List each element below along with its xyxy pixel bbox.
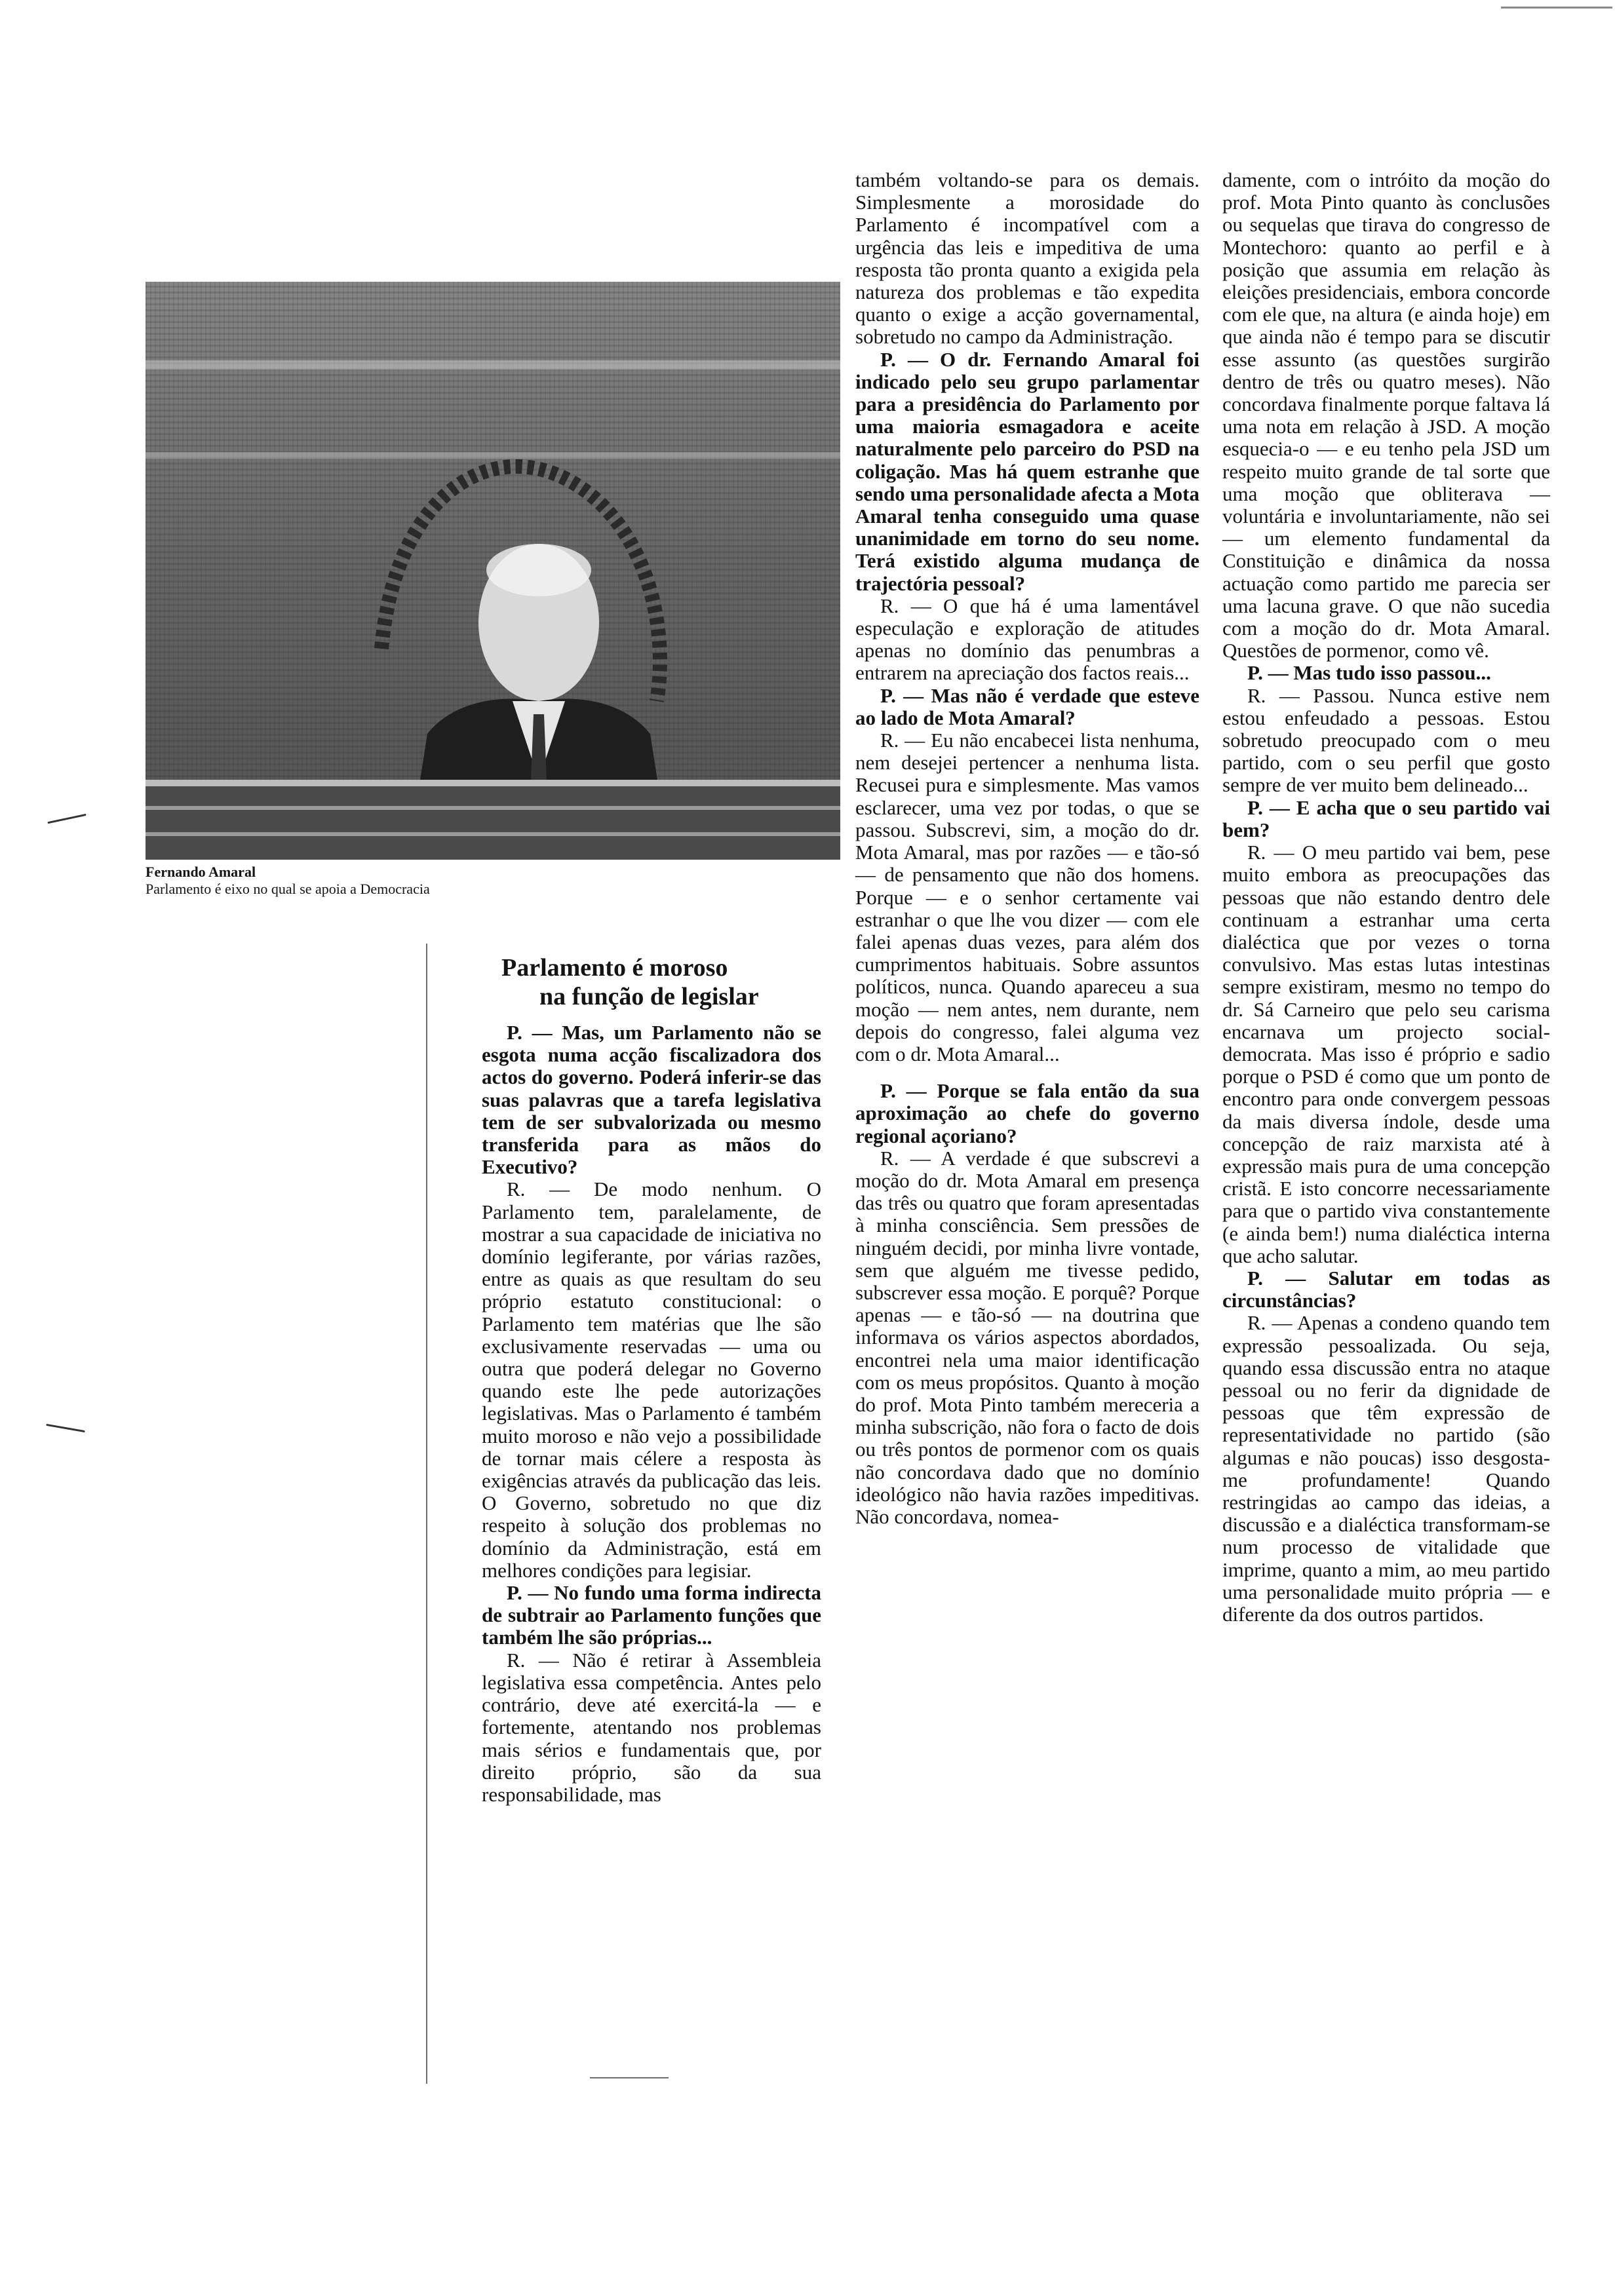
answer-paragraph: R. — Eu não encabecei lista nenhuma, nem desejei pertencer a nenhuma lista. Recusei pura e simplesmente. Mas vamos esclarecer, uma vez por todas, o que se passou. Subscrevi, sim, a moção do dr. Mota Amaral, mas por razões — e tão-só — de pensamento que não dos homens. Porque — e o senhor certamente vai estranhar o que lhe vou dizer — com ele falei apenas duas vezes, para além dos cumprimentos habituais. Sobre assuntos políticos, nunca. Quando apareceu a sua moção — nem antes, nem durante, nem depois do congresso, falei alguma vez com o dr. Mota Amaral...	[855, 729, 1199, 1065]
continued-paragraph: damente, com o intróito da moção do prof. Mota Pinto quanto às conclusões ou sequelas que tirava do congresso de Montechoro: quanto ao perfil e à posição que assumia em relação às eleições presidenciais, embora concorde com ele que, na altura (e ainda hoje) em que ainda não é tempo para se discutir esse assunto (as questões surgirão dentro de três ou quatro meses). Não concordava finalmente porque faltava lá uma nota em relação à JSD. A moção esquecia-o — e eu tenho pela JSD um respeito muito grande de tal sorte que uma moção que obliterava — voluntária e involuntariamente, não sei — um elemento fundamental da Constituição e dinâmica da nossa actuação como partido me parecia ser uma lacuna grave. O que não sucedia com a moção do dr. Mota Amaral. Questões de pormenor, como vê.	[1222, 168, 1550, 662]
photograph	[146, 282, 840, 860]
question-paragraph: P. — Mas tudo isso passou...	[1247, 661, 1491, 685]
article-column-1	[482, 953, 821, 1806]
margin-mark	[47, 814, 86, 824]
answer-paragraph: R. — De modo nenhum. O Parlamento tem, paralelamente, de mostrar a sua capacidade de iniciativa no domínio legiferante, por várias razões, entre as quais as que resultam do seu próprio estatuto constitucional: o Parlamento tem matérias que lhe são exclusivamente reservadas — uma ou outra que poderá delegar no Governo quando este lhe pede autorizações legislativas. Mas o Parlamento é também muito moroso e não vejo a possibilidade de tornar mais célere a resposta às exigências através da publicação das leis. O Governo, sobretudo no que diz respeito à solução dos problemas no domínio da Administração, está em melhores condições para legisiar.	[482, 1177, 821, 1582]
question-paragraph: P. — Mas, um Parlamento não se esgota numa acção fiscalizadora dos actos do governo. Poderá inferir-se das suas palavras que a tarefa legislativa tem de ser subvalorizada ou mesmo transferida para as mãos do Executivo?	[482, 1021, 821, 1179]
continued-paragraph: também voltando-se para os demais. Simplesmente a morosidade do Parlamento é incompatível com a urgência das leis e impeditiva de uma resposta tão pronta quanto a exigida pela natureza dos problemas e tão expedita quanto o exige a acção governamental, sobretudo no campo da Administração.	[855, 168, 1199, 349]
clipping-edge	[426, 944, 427, 2084]
scan-edge-line	[1501, 7, 1612, 9]
margin-mark	[46, 1424, 85, 1432]
answer-paragraph: R. — Não é retirar à Assembleia legislativa essa competência. Antes pelo contrário, deve até exercitá-la — e fortemente, atentando nos problemas mais sérios e fundamentais que, por direito próprio, são da sua responsabilidade, mas	[482, 1648, 821, 1806]
photo-illustration	[146, 282, 840, 860]
answer-paragraph: R. — Passou. Nunca estive nem estou enfeudado a pessoas. Estou sobretudo preocupado com o meu partido, com o seu perfil que gosto sempre de ver muito bem delineado...	[1222, 683, 1550, 797]
answer-paragraph: R. — O meu partido vai bem, pese muito embora as preocupações das pessoas que não estando dentro dele continuam a estranhar uma certa dialéctica que por vezes o torna convulsivo. Mas estas lutas intestinas sempre existiram, mesmo no tempo do dr. Sá Carneiro que pelo seu carisma encarnava um projecto social-democrata. Mas isso é próprio e sadio porque o PSD é como que um ponto de encontro para onde convergem pessoas da mais diversa índole, desde uma concepção de raiz marxista até à expressão mais pura de uma concepção cristã. E isto concorre necessariamente para que o partido viva constantemente (e ainda bem!) numa dialéctica interna que acho salutar.	[1222, 841, 1550, 1267]
answer-paragraph: R. — Apenas a condeno quando tem expressão pessoalizada. Ou seja, quando essa discussão entra no ataque pessoal ou no ferir da dignidade de pessoas que têm expressão de representatividade no partido (são algumas e não poucas) isso desgosta-me profundamente! Quando restringidas ao campo das ideias, a discussão e a dialéctica transformam-se num processo de vitalidade que imprime, quanto a mim, ao meu partido uma personalidade muito própria — e diferente da dos outros partidos.	[1222, 1311, 1550, 1626]
question-paragraph: P. — Porque se fala então da sua aproximação ao chefe do governo regional açoriano?	[855, 1079, 1199, 1147]
question-paragraph: P. — Mas não é verdade que esteve ao lado de Mota Amaral?	[855, 683, 1199, 729]
question-paragraph: P. — Salutar em todas as circunstâncias?	[1222, 1266, 1550, 1312]
article-column-2	[855, 169, 1199, 1528]
article-heading	[501, 953, 821, 1011]
question-paragraph: P. — E acha que o seu partido vai bem?	[1222, 795, 1550, 841]
caption-text: Parlamento é eixo no qual se apoia a Democracia	[146, 881, 430, 897]
question-paragraph: P. — No fundo uma forma indirecta de subtrair ao Parlamento funções que também lhe são próprias...	[482, 1581, 821, 1649]
heading-line-1: Parlamento é moroso	[501, 954, 728, 982]
heading-line-2: na função de legislar	[539, 983, 759, 1010]
clipping-edge	[590, 2077, 669, 2078]
question-paragraph: P. — O dr. Fernando Amaral foi indicado pelo seu grupo parlamentar para a presidência do Parlamento por uma maioria esmagadora e aceite naturalmente pelo parceiro do PSD na coligação. Mas há quem estranhe que sendo uma personalidade afecta a Mota Amaral tenha conseguido uma quase unanimidade em torno do seu nome. Terá existido alguma mudança de trajectória pessoal?	[855, 347, 1199, 595]
article-column-3	[1222, 169, 1550, 1626]
answer-paragraph: R. — A verdade é que subscrevi a moção do dr. Mota Amaral em presença das três ou quatro que foram apresentadas à minha consciência. Sem pressões de ninguém decidi, por minha livre vontade, sem que alguém me tivesse pedido, subscrever essa moção. E porquê? Porque apenas — e tão-só — na doutrina que informava os vários aspectos abordados, encontrei nela uma maior identificação com os meus propósitos. Quanto à moção do prof. Mota Pinto também mereceria a minha subscrição, não fora o facto de dois ou três pontos de pormenor com os quais não concordava dado que no domínio ideológico não havia razões impeditivas. Não concordava, nomea-	[855, 1146, 1199, 1528]
photo-caption	[146, 864, 840, 898]
caption-name: Fernando Amaral	[146, 864, 256, 880]
answer-paragraph: R. — O que há é uma lamentável especulação e exploração de atitudes apenas no domínio das penumbras a entrarem na apreciação dos factos reais...	[855, 594, 1199, 685]
